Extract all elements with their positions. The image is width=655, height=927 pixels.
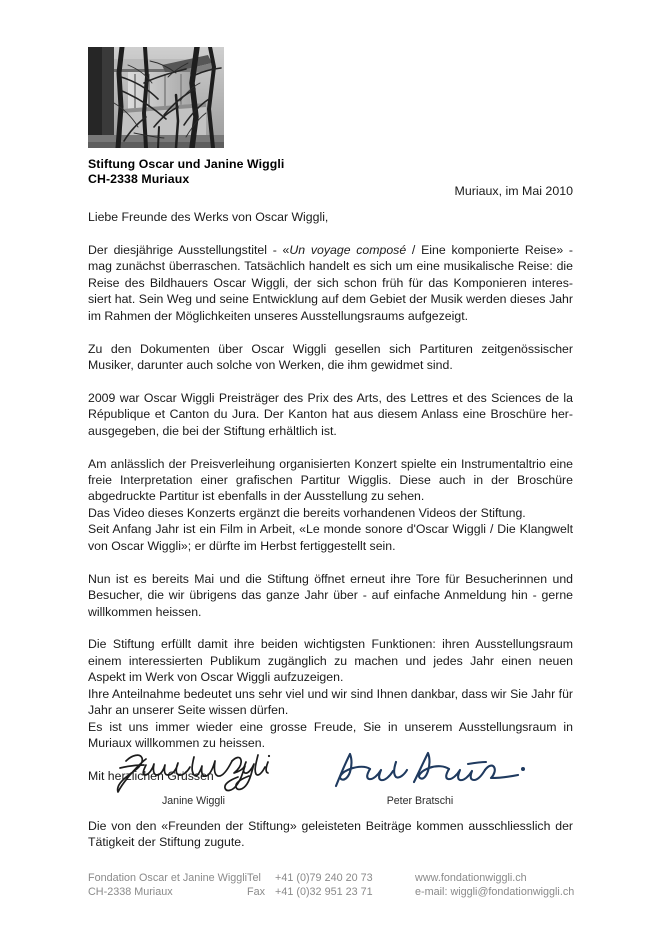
handwritten-signature-icon [106, 748, 281, 794]
signature-peter-bratschi [328, 748, 528, 807]
signature-block [88, 748, 573, 810]
page-footer [88, 871, 588, 899]
footer-org-line-1: Fondation Oscar et Janine Wiggli [88, 872, 248, 884]
footer-website[interactable]: www.fondationwiggli.ch [415, 872, 527, 884]
date-line: Muriaux, im Mai 2010 [454, 184, 573, 198]
paragraph-3: 2009 war Oscar Wiggli Preisträger des Prix des Arts, des Lettres et des Sciences de la République et Canton du Jura. Der Kanton hat aus diesem Anlass eine Broschüre her-ausgegeben, die bei der Stiftung erhältlich ist. [88, 390, 573, 438]
paragraph-4b: Das Video dieses Konzerts ergänzt die bereits vorhandenen Videos der Stiftung. [88, 505, 526, 520]
footer-fax-row [247, 885, 415, 899]
signature-name-janine-wiggli: Janine Wiggli [161, 795, 225, 807]
footer-fax-value: +41 (0)32 951 23 71 [275, 886, 373, 899]
paragraph-4a: Am anlässlich der Preisverleihung organisierten Konzert spielte ein Instrumentaltrio eine freie Interpretation einer grafischen Partitur Wigglis. Diese auch in der Broschüre abgedruckte Partitur ist ebenfalls in der Ausstellung zu sehen. [88, 456, 573, 504]
paragraph-1 [88, 242, 573, 324]
footer-tel-row [247, 871, 415, 885]
paragraph-4c: Seit Anfang Jahr ist ein Film in Arbeit, «Le monde sonore d'Oscar Wiggli / Die Klangwelt von Oscar Wiggli»; er dürfte im Herbst fertiggestellt sein. [88, 522, 573, 553]
footer-web-contacts [415, 871, 588, 899]
footer-org-line-2: CH-2338 Muriaux [88, 886, 173, 899]
letterhead-address [88, 157, 284, 187]
footer-email[interactable]: e-mail: wiggli@fondationwiggli.ch [415, 886, 575, 899]
paragraph-2: Zu den Dokumenten über Oscar Wiggli gesellen sich Partituren zeitgenössischer Musiker, darunter auch solche von Werken, die ihm gewidmet sind. [88, 341, 573, 372]
footer-contact-numbers [247, 871, 415, 899]
organization-address: CH-2338 Muriaux [88, 172, 190, 186]
signature-name-peter-bratschi: Peter Bratschi [386, 795, 454, 807]
paragraph-6b: Ihre Anteilnahme bedeutet uns sehr viel und wir sind Ihnen dankbar, dass wir Sie Jahr für Jahr an unserer Seite wissen dürfen. [88, 686, 573, 718]
postscript-note: Die von den «Freunden der Stiftung» geleisteten Beiträge kommen ausschliesslich der Tätigkeit der Stiftung zugute. [88, 819, 573, 850]
forest-pavilion-photo-icon [88, 47, 224, 148]
footer-tel-value: +41 (0)79 240 20 73 [275, 872, 373, 884]
handwritten-signature-icon [328, 748, 528, 794]
paragraph-6a: Die Stiftung erfüllt damit ihre beiden wichtigsten Funktionen: ihren Ausstellungsraum einem interessierten Publikum zugänglich zu machen und jedes Jahr einen neuen Aspekt im Werk von Oscar Wiggli aufzuzeigen. [88, 637, 573, 685]
paragraph-1-part2: / Eine komponierte Reise» - mag zunächst überraschen. Tatsächlich handelt es sich um eine musikalische Reise: die Reise des Bildhauers Oscar Wiggli, der sich schon früh für das Komponieren interes-siert hat. Sein Weg und seine Entwicklung auf dem Gebiet der Musik werden dieses Jahr im Rahmen der Möglichkeiten unseres Ausstellungsraums aufgezeigt. [88, 242, 574, 323]
letterhead-photo [88, 47, 224, 148]
closing-salutation: Mit herzlichen Grüssen [88, 768, 214, 783]
footer-tel-label: Tel [247, 872, 261, 884]
paragraph-5: Nun ist es bereits Mai und die Stiftung öffnet erneut ihre Tore für Besucherinnen und Besucher, die wir übrigens das ganze Jahr über - auf einfache Anmeldung hin - gerne willkommen heissen. [88, 571, 573, 619]
organization-name: Stiftung Oscar und Janine Wiggli [88, 157, 285, 171]
paragraph-6c: Es ist uns immer wieder eine grosse Freude, Sie in unserem Ausstellungsraum in Muriaux willkommen zu heissen. [88, 719, 573, 751]
footer-fax-label: Fax [247, 886, 266, 899]
exhibition-title-italic: Un voyage composé [289, 242, 407, 257]
footer-organization [88, 871, 247, 899]
signature-janine-wiggli [106, 748, 281, 807]
salutation: Liebe Freunde des Werks von Oscar Wiggli, [88, 210, 329, 224]
letter-body [88, 209, 573, 801]
paragraph-1-part1: Der diesjährige Ausstellungstitel - « [88, 242, 290, 257]
